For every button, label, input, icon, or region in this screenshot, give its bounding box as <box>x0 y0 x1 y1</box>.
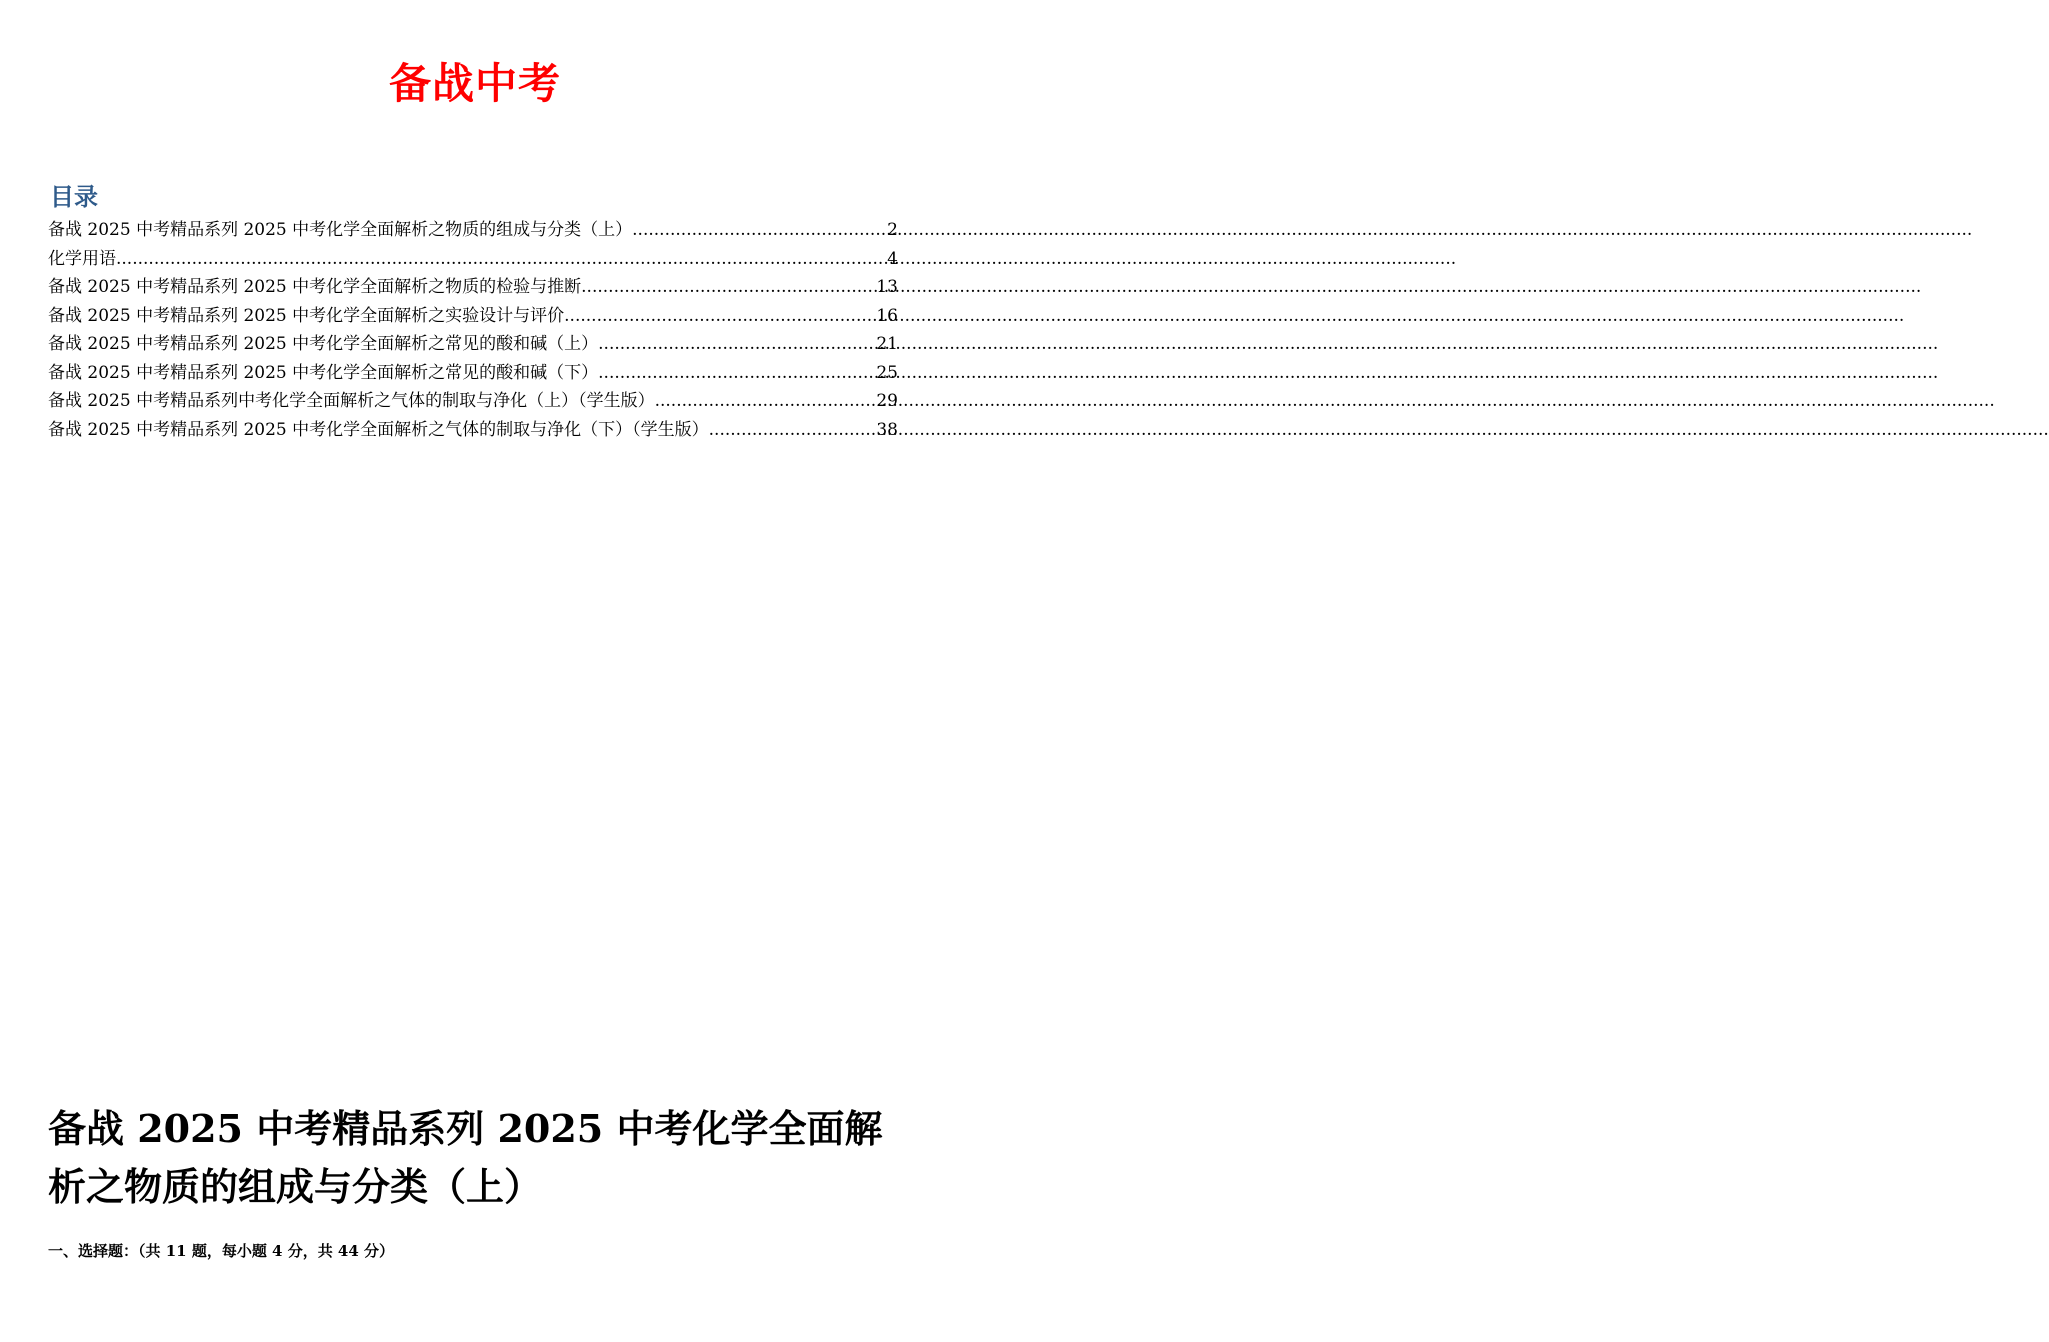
toc-entry-text: 备战 2025 中考精品系列 2025 中考化学全面解析之物质的组成与分类（上） <box>48 220 633 240</box>
toc-entry[interactable] <box>48 216 898 245</box>
question-section-label: 一、选择题：（共 11 题，每小题 4 分，共 44 分） <box>48 1242 395 1260</box>
toc-leader-dots <box>598 359 876 387</box>
toc-entry-text: 备战 2025 中考精品系列 2025 中考化学全面解析之实验设计与评价 <box>48 305 565 326</box>
toc-entry-text: 备战 2025 中考精品系列 2025 中考化学全面解析之常见的酸和碱（下） <box>48 362 599 383</box>
toc-entry-page: 2 <box>887 220 898 240</box>
toc-entry[interactable] <box>48 387 898 416</box>
toc-leader-dots <box>709 416 877 444</box>
toc-entry-page: 16 <box>876 305 898 326</box>
table-of-contents <box>48 216 898 444</box>
toc-entry[interactable] <box>48 245 898 274</box>
toc-entry[interactable] <box>48 359 898 388</box>
toc-entry-page: 29 <box>876 391 898 411</box>
toc-leader-dots <box>116 245 887 273</box>
toc-leader-dots <box>564 302 876 330</box>
toc-leader-dots <box>632 216 887 244</box>
toc-entry-page: 21 <box>876 334 898 354</box>
toc-leader-dots <box>655 387 877 415</box>
toc-leader-dots <box>598 330 876 358</box>
toc-entry[interactable] <box>48 302 898 331</box>
toc-entry[interactable] <box>48 416 898 445</box>
toc-entry-text: 备战 2025 中考精品系列 2025 中考化学全面解析之常见的酸和碱（上） <box>48 334 599 354</box>
toc-entry-page: 38 <box>876 419 898 440</box>
toc-entry[interactable] <box>48 273 898 302</box>
section-heading: 备战 2025 中考精品系列 2025 中考化学全面解析之物质的组成与分类（上） <box>48 1106 883 1209</box>
toc-entry[interactable] <box>48 330 898 359</box>
toc-leader-dots <box>581 273 876 301</box>
toc-entry-page: 4 <box>887 248 898 269</box>
toc-entry-text: 备战 2025 中考精品系列 2025 中考化学全面解析之物质的检验与推断 <box>48 277 582 297</box>
toc-entry-page: 25 <box>876 362 898 383</box>
toc-entry-page: 13 <box>876 277 898 297</box>
toc-entry-text: 备战 2025 中考精品系列中考化学全面解析之气体的制取与净化（上）（学生版） <box>48 391 655 411</box>
document-title: 备战中考 <box>388 59 561 108</box>
toc-entry-text: 化学用语 <box>48 248 116 269</box>
toc-entry-text: 备战 2025 中考精品系列 2025 中考化学全面解析之气体的制取与净化（下）（学生版） <box>48 419 709 440</box>
toc-heading: 目录 <box>50 183 98 211</box>
